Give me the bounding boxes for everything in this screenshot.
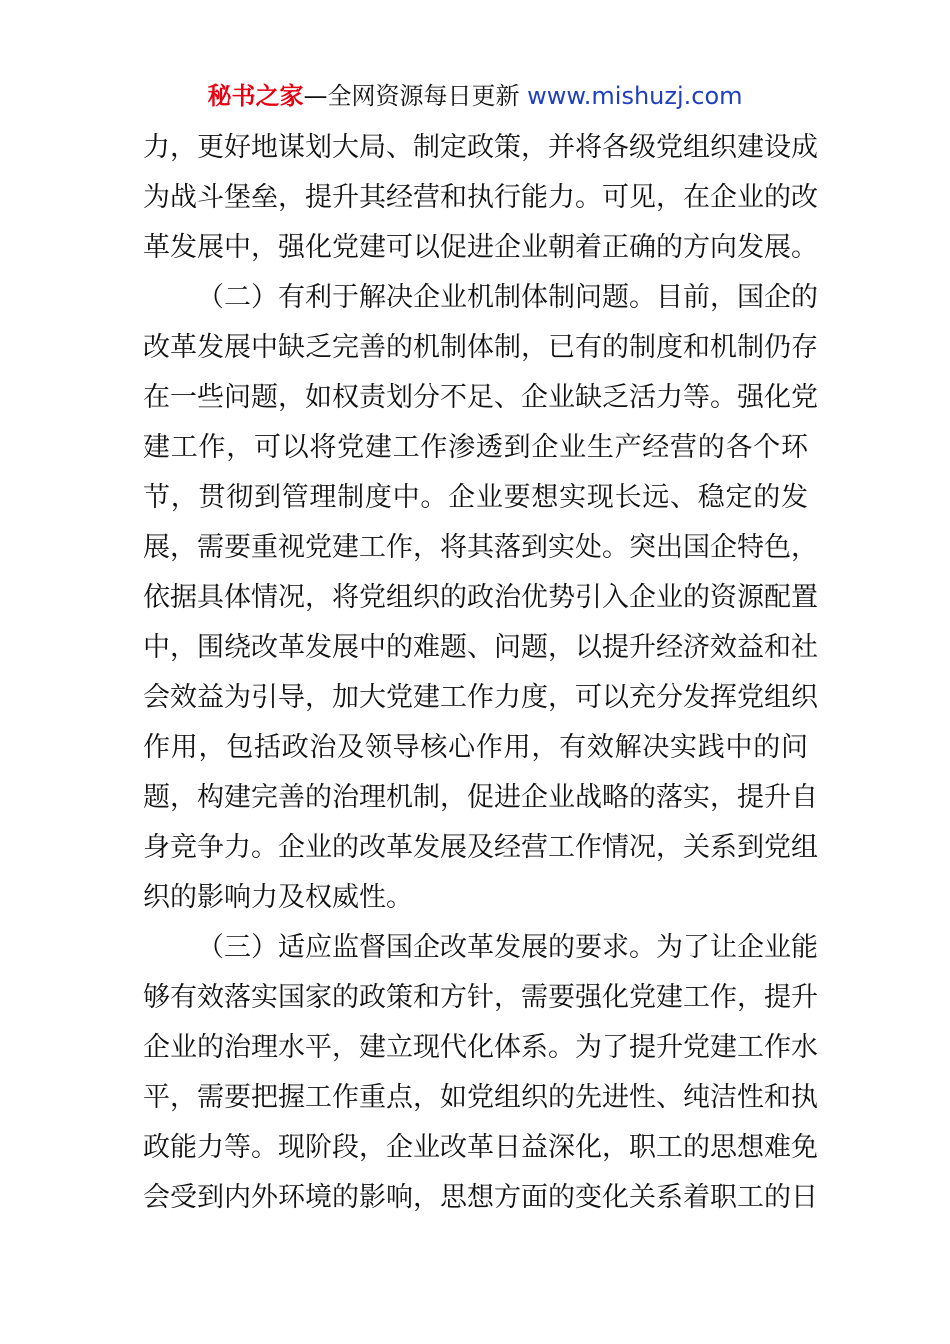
text-line: 建工作，可以将党建工作渗透到企业生产经营的各个环 xyxy=(143,432,808,463)
text-line: 作用，包括政治及领导核心作用，有效解决实践中的问 xyxy=(143,732,808,763)
text-line: 够有效落实国家的政策和方针，需要强化党建工作，提升 xyxy=(143,982,818,1013)
text-line: 政能力等。现阶段，企业改革日益深化，职工的思想难免 xyxy=(143,1132,818,1163)
text-line: 依据具体情况，将党组织的政治优势引入企业的资源配置 xyxy=(143,582,818,613)
paragraph xyxy=(143,923,818,1223)
paragraph xyxy=(143,123,818,273)
text-line: 织的影响力及权威性。 xyxy=(143,882,413,913)
text-line: 展，需要重视党建工作，将其落到实处。突出国企特色， xyxy=(143,532,818,563)
site-tagline: —全网资源每日更新 xyxy=(303,82,528,110)
site-url-link[interactable]: www.mishuzj.com xyxy=(527,82,743,110)
text-line: 中，围绕改革发展中的难题、问题，以提升经济效益和社 xyxy=(143,632,818,663)
paragraph xyxy=(143,273,818,923)
text-line: （三）适应监督国企改革发展的要求。为了让企业能 xyxy=(197,932,818,963)
text-line: 平，需要把握工作重点，如党组织的先进性、纯洁性和执 xyxy=(143,1082,818,1113)
text-line: 身竞争力。企业的改革发展及经营工作情况，关系到党组 xyxy=(143,832,818,863)
text-line: 企业的治理水平，建立现代化体系。为了提升党建工作水 xyxy=(143,1032,818,1063)
text-line: 题，构建完善的治理机制，促进企业战略的落实，提升自 xyxy=(143,782,818,813)
text-line: 会效益为引导，加大党建工作力度，可以充分发挥党组织 xyxy=(143,682,818,713)
site-brand: 秘书之家 xyxy=(207,82,304,110)
text-line: 为战斗堡垒，提升其经营和执行能力。可见，在企业的改 xyxy=(143,182,818,213)
text-line: （二）有利于解决企业机制体制问题。目前，国企的 xyxy=(197,282,818,313)
document-body xyxy=(143,123,818,1223)
text-line: 改革发展中缺乏完善的机制体制，已有的制度和机制仍存 xyxy=(143,332,818,363)
text-line: 力，更好地谋划大局、制定政策，并将各级党组织建设成 xyxy=(143,132,818,163)
text-line: 在一些问题，如权责划分不足、企业缺乏活力等。强化党 xyxy=(143,382,818,413)
text-line: 会受到内外环境的影响，思想方面的变化关系着职工的日 xyxy=(143,1182,818,1213)
text-line: 节，贯彻到管理制度中。企业要想实现长远、稳定的发 xyxy=(143,482,808,513)
site-header xyxy=(0,79,950,113)
text-line: 革发展中，强化党建可以促进企业朝着正确的方向发展。 xyxy=(143,232,818,263)
